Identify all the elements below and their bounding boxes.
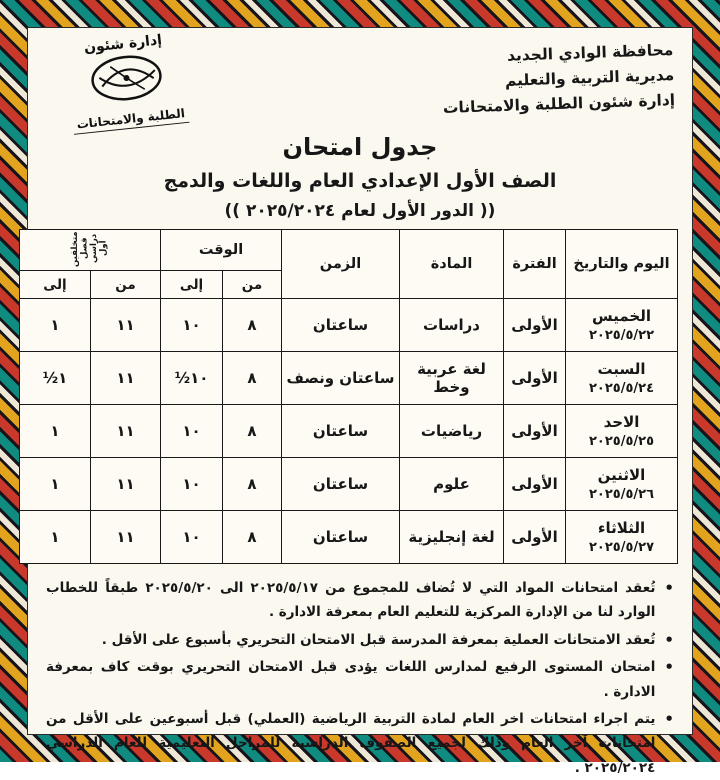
time-from-cell: ٨	[223, 458, 282, 511]
table-header-row-1	[19, 230, 677, 271]
col-header-retake	[19, 230, 160, 271]
exam-table	[19, 229, 678, 564]
subject-cell: لغة عربية وخط	[400, 352, 504, 405]
duration-cell: ساعتان	[282, 511, 400, 564]
day-cell	[566, 458, 678, 511]
retake-header-label: متخلفين فصل دراسي أول	[69, 231, 109, 267]
logo-top-text: إدارة شئون	[83, 32, 163, 57]
day-date: ٢٠٢٥/٥/٢٦	[588, 487, 655, 502]
time-from-cell: ٨	[223, 511, 282, 564]
time-from-cell: ٨	[223, 299, 282, 352]
day-cell	[566, 352, 678, 405]
note-text: يتم اجراء امتحانات اخر العام لمادة التربية الرياضية (العملي) قبل أسبوعين على الأقل من امتحانات آخر العام وذلك لجميع الصفوف الدراسية للمراحل التعليمية للعام الدراسي ٢٠٢٥/٢٠٢٤ .	[46, 710, 656, 776]
note-item	[46, 655, 674, 704]
col-header-time: الوقت	[160, 230, 281, 271]
bullet-icon: •	[664, 658, 674, 677]
time-to-cell: ١٠½	[160, 352, 222, 405]
note-item	[46, 628, 674, 653]
note-text: امتحان المستوى الرفيع لمدارس اللغات يؤدى قبل الامتحان التحريري بوقت كاف بمعرفة الادارة .	[46, 659, 656, 700]
retake-to-cell: ١½	[19, 352, 90, 405]
doc-subtitle: الصف الأول الإعدادي العام واللغات والدمج	[163, 170, 557, 192]
note-item	[46, 707, 674, 780]
time-from-cell: ٨	[223, 405, 282, 458]
col-header-subject: المادة	[400, 230, 504, 299]
doc-title: جدول امتحان	[282, 133, 438, 161]
day-date: ٢٠٢٥/٥/٢٥	[588, 434, 655, 449]
duration-cell: ساعتان ونصف	[282, 352, 400, 405]
retake-from-cell: ١١	[90, 511, 160, 564]
retake-from-cell: ١١	[90, 458, 160, 511]
col-header-duration: الزمن	[282, 230, 400, 299]
col-subheader-time-from: من	[223, 271, 282, 299]
paper	[27, 27, 693, 776]
day-cell	[566, 511, 678, 564]
title-block	[42, 133, 678, 221]
org-line-directorate: مديرية التربية والتعليم	[504, 65, 675, 90]
col-header-period: الفترة	[504, 230, 566, 299]
day-name: الخميس	[592, 307, 651, 325]
day-date: ٢٠٢٥/٥/٢٤	[588, 381, 655, 396]
subject-cell: علوم	[400, 458, 504, 511]
bullet-icon: •	[664, 709, 674, 728]
table-row	[19, 405, 677, 458]
day-name: السبت	[597, 360, 646, 378]
col-subheader-retake-from: من	[90, 271, 160, 299]
logo-emblem-icon	[69, 47, 184, 110]
period-cell: الأولى	[504, 458, 566, 511]
retake-to-cell: ١	[19, 299, 90, 352]
day-name: الثلاثاء	[597, 519, 646, 537]
note-text: تُعقد امتحانات المواد التي لا تُضاف للمجموع من ٢٠٢٥/٥/١٧ الى ٢٠٢٥/٥/٢٠ طبقاً للخطاب الوارد لنا من الإدارة المركزية للتعليم العام بمعرفة الادارة .	[46, 580, 656, 621]
table-row	[19, 352, 677, 405]
retake-to-cell: ١	[19, 458, 90, 511]
notes-section	[46, 576, 674, 780]
day-cell	[566, 299, 678, 352]
table-row	[19, 511, 677, 564]
note-text: تُعقد الامتحانات العملية بمعرفة المدرسة قبل الامتحان التحريري بأسبوع على الأقل .	[101, 631, 656, 648]
retake-to-cell: ١	[19, 405, 90, 458]
day-date: ٢٠٢٥/٥/٢٧	[588, 540, 655, 555]
col-subheader-time-to: إلى	[160, 271, 222, 299]
col-header-day: اليوم والتاريخ	[566, 230, 678, 299]
doc-session-line: (( الدور الأول لعام ٢٠٢٥/٢٠٢٤ ))	[224, 201, 496, 221]
day-name: الاحد	[603, 413, 640, 431]
period-cell: الأولى	[504, 405, 566, 458]
logo-bottom-text: الطلبة والامتحانات	[72, 106, 190, 135]
org-header	[441, 38, 676, 120]
table-row	[19, 299, 677, 352]
bullet-icon: •	[664, 630, 674, 649]
time-to-cell: ١٠	[160, 405, 222, 458]
time-from-cell: ٨	[223, 352, 282, 405]
day-date: ٢٠٢٥/٥/٢٢	[588, 328, 655, 343]
ministry-logo	[48, 28, 207, 137]
org-line-administration: إدارة شئون الطلبة والامتحانات	[442, 90, 676, 117]
period-cell: الأولى	[504, 299, 566, 352]
duration-cell: ساعتان	[282, 405, 400, 458]
retake-from-cell: ١١	[90, 405, 160, 458]
subject-cell: رياضيات	[400, 405, 504, 458]
day-name: الاثنين	[597, 466, 646, 484]
duration-cell: ساعتان	[282, 458, 400, 511]
subject-cell: دراسات	[400, 299, 504, 352]
day-cell	[566, 405, 678, 458]
table-row	[19, 458, 677, 511]
retake-from-cell: ١١	[90, 299, 160, 352]
time-to-cell: ١٠	[160, 458, 222, 511]
retake-to-cell: ١	[19, 511, 90, 564]
note-item	[46, 576, 674, 625]
period-cell: الأولى	[504, 511, 566, 564]
duration-cell: ساعتان	[282, 299, 400, 352]
time-to-cell: ١٠	[160, 511, 222, 564]
period-cell: الأولى	[504, 352, 566, 405]
subject-cell: لغة إنجليزية	[400, 511, 504, 564]
col-subheader-retake-to: إلى	[19, 271, 90, 299]
retake-from-cell: ١١	[90, 352, 160, 405]
org-line-governorate: محافظة الوادي الجديد	[506, 40, 674, 65]
page-header	[42, 32, 678, 133]
bullet-icon: •	[664, 579, 674, 597]
time-to-cell: ١٠	[160, 299, 222, 352]
